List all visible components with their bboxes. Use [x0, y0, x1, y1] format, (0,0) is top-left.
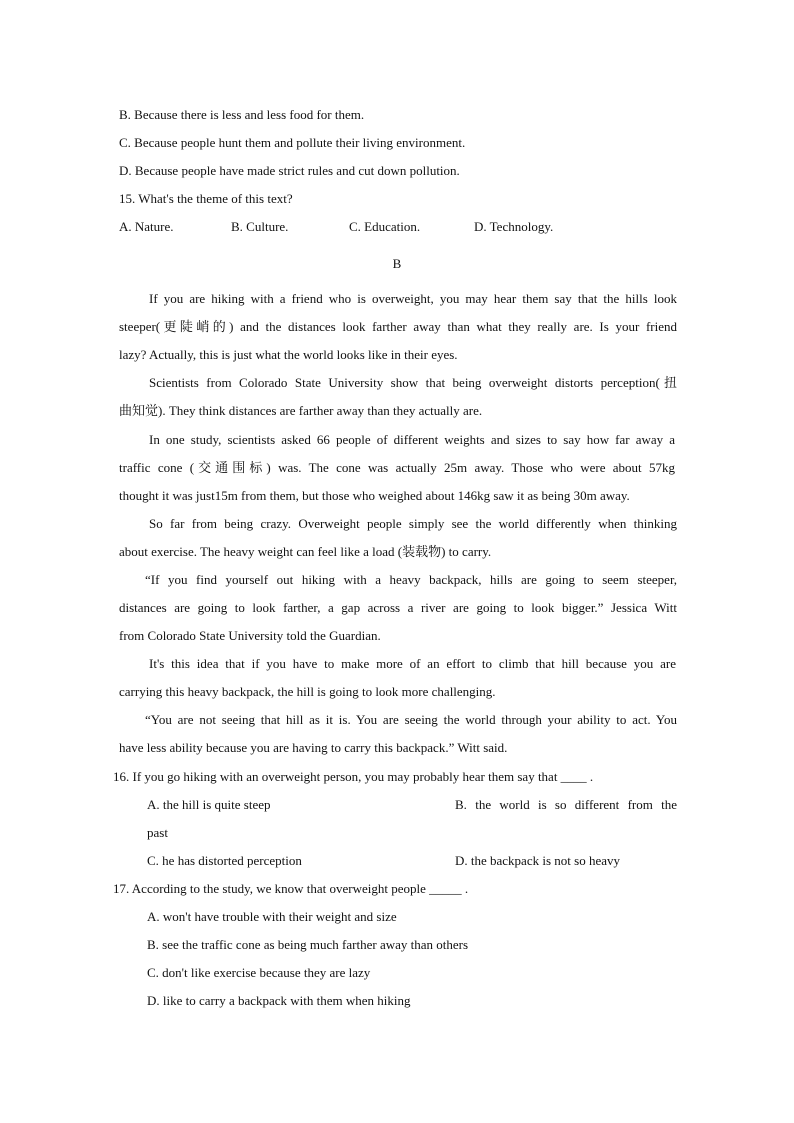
passage-p3-line3: thought it was just15m from them, but those who weighed about 146kg saw it as being 30m away. [119, 488, 630, 503]
passage-p5-line3: from Colorado State University told the Guardian. [119, 628, 381, 643]
passage-p4-line1: So far from being crazy. Overweight people simply see the world differently when thinking [149, 516, 677, 531]
q17-stem: 17. According to the study, we know that overweight people _____ . [113, 881, 469, 896]
passage-p3-line2: traffic cone (交通围标) was. The cone was actually 25m away. Those who were about 57kg [119, 460, 675, 475]
passage-p1-line2: steeper(更陡峭的) and the distances look farther away than what they really are. Is your friend [119, 319, 677, 334]
q16-option-b-line2: past [147, 825, 168, 840]
passage-p1-line1: If you are hiking with a friend who is overweight, you may hear them say that the hills look [149, 291, 677, 306]
prev-option-c: C. Because people hunt them and pollute their living environment. [119, 135, 466, 150]
q17-option-c: C. don't like exercise because they are lazy [147, 965, 371, 980]
q15-option-c: C. Education. [349, 219, 421, 234]
q17-option-d: D. like to carry a backpack with them when hiking [147, 993, 411, 1008]
q15-stem: 15. What's the theme of this text? [119, 191, 293, 206]
q15-option-d: D. Technology. [474, 219, 554, 234]
section-label: B [392, 256, 402, 271]
prev-option-d: D. Because people have made strict rules and cut down pollution. [119, 163, 460, 178]
passage-p1-line3: lazy? Actually, this is just what the world looks like in their eyes. [119, 347, 458, 362]
q15-option-a: A. Nature. [119, 219, 174, 234]
q16-option-c: C. he has distorted perception [147, 853, 302, 868]
passage-p3-line1: In one study, scientists asked 66 people of different weights and sizes to say how far away a [149, 432, 675, 447]
passage-p6-line1: It's this idea that if you have to make more of an effort to climb that hill because you are [149, 656, 676, 671]
q16-option-a: A. the hill is quite steep [147, 797, 271, 812]
passage-p5-line2: distances are going to look farther, a gap across a river are going to look bigger.” Jessica Witt [119, 600, 677, 615]
passage-p6-line2: carrying this heavy backpack, the hill is going to look more challenging. [119, 684, 496, 699]
q15-option-b: B. Culture. [231, 219, 289, 234]
q16-stem: 16. If you go hiking with an overweight person, you may probably hear them say that ____ . [113, 769, 594, 784]
passage-p2-line1: Scientists from Colorado State University show that being overweight distorts perception(扭 [149, 375, 677, 390]
passage-p2-line2: 曲知觉). They think distances are farther away than they actually are. [119, 403, 483, 418]
passage-p4-line2: about exercise. The heavy weight can feel like a load (装载物) to carry. [119, 544, 492, 559]
q17-option-a: A. won't have trouble with their weight and size [147, 909, 397, 924]
passage-p5-line1: “If you find yourself out hiking with a heavy backpack, hills are going to seem steeper, [145, 572, 677, 587]
passage-p7-line1: “You are not seeing that hill as it is. You are seeing the world through your ability to act. You [145, 712, 677, 727]
q16-option-d: D. the backpack is not so heavy [455, 853, 620, 868]
q17-option-b: B. see the traffic cone as being much farther away than others [147, 937, 469, 952]
passage-p7-line2: have less ability because you are having to carry this backpack.” Witt said. [119, 740, 508, 755]
q16-option-b-line1: B. the world is so different from the [455, 797, 677, 812]
prev-option-b: B. Because there is less and less food for them. [119, 107, 365, 122]
